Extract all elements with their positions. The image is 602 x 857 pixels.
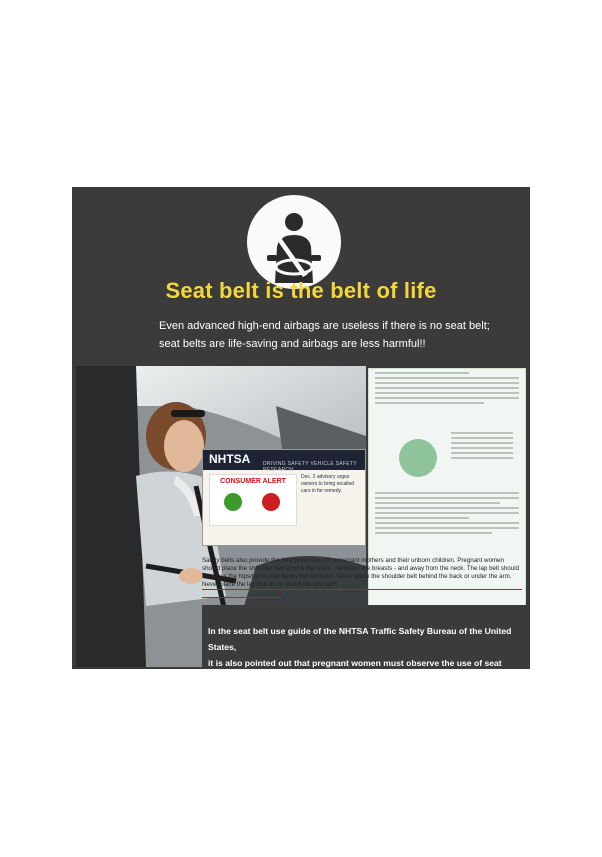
nhtsa-nav: DRIVING SAFETY VEHICLE SAFETY RESEARCH — [263, 461, 357, 473]
alert-green-badge — [224, 493, 242, 511]
nhtsa-website — [202, 449, 366, 546]
tagline-line-2: seat belts are life-saving and airbags are less harmful!! — [159, 338, 426, 350]
caption-line-2: it is also pointed out that pregnant women must observe the use of seat belts! — [208, 658, 502, 684]
caption-line-1: In the seat belt use guide of the NHTSA Traffic Safety Bureau of the United States, — [208, 626, 512, 652]
nhtsa-header — [203, 450, 365, 473]
underline-2 — [202, 597, 282, 598]
poster-panel — [72, 187, 530, 684]
tagline-line-1: Even advanced high-end airbags are useless if there is no seat belt; — [159, 320, 490, 332]
guide-text: Safety belts also provide the best protection for expectant mothers and their unborn children. Pregnant women should place the shoulder belt across the chest - between the breasts - and away from the neck. The lap belt should fit across the hips/pelvis and below the stomach. Never place the shoulder belt behind the back or under the arm. Never place the lap belt on or above the stomach. — [202, 557, 520, 588]
caption-box — [202, 605, 530, 684]
consumer-alert-title: CONSUMER ALERT — [220, 478, 286, 485]
caption-text — [208, 623, 526, 687]
underline-1 — [202, 589, 522, 590]
nhtsa-logo: NHTSA — [209, 452, 251, 466]
consumer-alert-box — [209, 474, 297, 526]
seatbelt-icon — [247, 195, 341, 289]
tagline — [159, 317, 519, 353]
headline: Seat belt is the belt of life — [165, 278, 437, 303]
nhtsa-side-text: Dec. 2 advisory urges owners to bring recalled cars in for remedy. — [301, 474, 355, 494]
alert-red-badge — [262, 493, 280, 511]
